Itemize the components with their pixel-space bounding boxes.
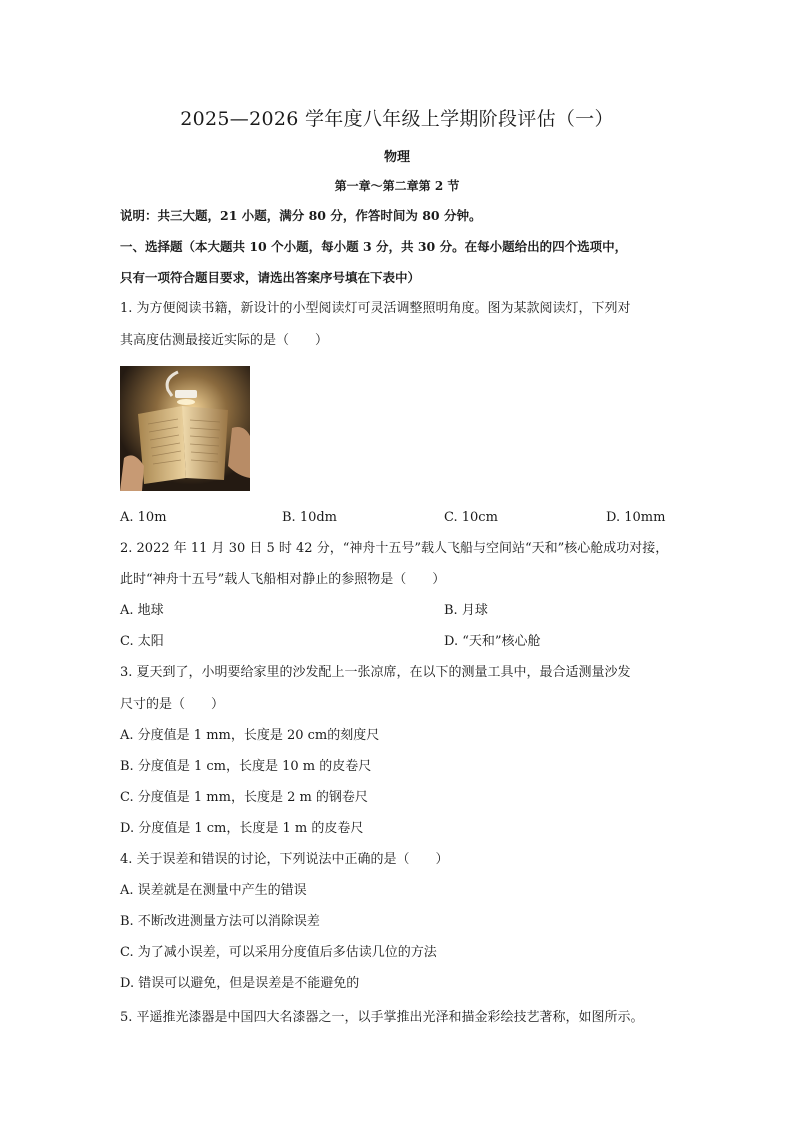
q1-option-b[interactable]: B. 10dm xyxy=(282,510,338,525)
q4-option-c[interactable]: C. 为了减小误差，可以采用分度值后多估读几位的方法 xyxy=(120,945,437,960)
q3-option-d[interactable]: D. 分度值是 1 cm，长度是 1 m 的皮卷尺 xyxy=(120,821,364,836)
q1-option-c[interactable]: C. 10cm xyxy=(444,510,498,525)
scope-label: 第一章～第二章第 2 节 xyxy=(334,179,460,193)
q2-option-a[interactable]: A. 地球 xyxy=(120,603,164,618)
section-heading-line2: 只有一项符合题目要求，请选出答案序号填在下表中） xyxy=(120,270,421,285)
q1-stem-line2: 其高度估测最接近实际的是（ ） xyxy=(120,333,329,348)
q4-stem-line1: 4. 关于误差和错误的讨论，下列说法中正确的是（ ） xyxy=(120,852,449,867)
q3-option-b[interactable]: B. 分度值是 1 cm，长度是 10 m 的皮卷尺 xyxy=(120,759,372,774)
q2-option-d[interactable]: D. “天和”核心舱 xyxy=(444,634,541,649)
q3-option-c[interactable]: C. 分度值是 1 mm，长度是 2 m 的钢卷尺 xyxy=(120,790,368,805)
q3-option-a[interactable]: A. 分度值是 1 mm，长度是 20 cm的刻度尺 xyxy=(120,728,380,743)
reading-lamp-image xyxy=(120,366,250,491)
q2-option-b[interactable]: B. 月球 xyxy=(444,603,488,618)
reading-lamp-illustration xyxy=(120,366,250,491)
q2-stem-line1: 2. 2022 年 11 月 30 日 5 时 42 分，“神舟十五号”载人飞船与空间站“天和”核心舱成功对接， xyxy=(120,541,669,556)
q1-option-a[interactable]: A. 10m xyxy=(120,510,167,525)
q5-stem-line1: 5. 平遥推光漆器是中国四大名漆器之一，以手掌推出光泽和描金彩绘技艺著称，如图所示。 xyxy=(120,1010,644,1025)
q1-stem-line1: 1. 为方便阅读书籍，新设计的小型阅读灯可灵活调整照明角度。图为某款阅读灯，下列对 xyxy=(120,301,631,316)
q2-stem-line2: 此时“神舟十五号”载人飞船相对静止的参照物是（ ） xyxy=(120,572,446,587)
subject-label: 物理 xyxy=(383,150,410,165)
q4-option-d[interactable]: D. 错误可以避免，但是误差是不能避免的 xyxy=(120,976,360,991)
q1-option-d[interactable]: D. 10mm xyxy=(606,510,666,525)
section-heading-line1: 一、选择题（本大题共 10 个小题，每小题 3 分，共 30 分。在每小题给出的四个选项中， xyxy=(120,239,628,254)
page-title: 2025—2026 学年度八年级上学期阶段评估（一） xyxy=(180,108,614,130)
q4-option-b[interactable]: B. 不断改进测量方法可以消除误差 xyxy=(120,914,320,929)
q2-option-c[interactable]: C. 太阳 xyxy=(120,634,164,649)
instructions: 说明：共三大题，21 小题，满分 80 分，作答时间为 80 分钟。 xyxy=(120,208,482,223)
q3-stem-line1: 3. 夏天到了，小明要给家里的沙发配上一张凉席，在以下的测量工具中，最合适测量沙发 xyxy=(120,665,631,680)
q4-option-a[interactable]: A. 误差就是在测量中产生的错误 xyxy=(120,883,307,898)
q3-stem-line2: 尺寸的是（ ） xyxy=(120,697,225,712)
